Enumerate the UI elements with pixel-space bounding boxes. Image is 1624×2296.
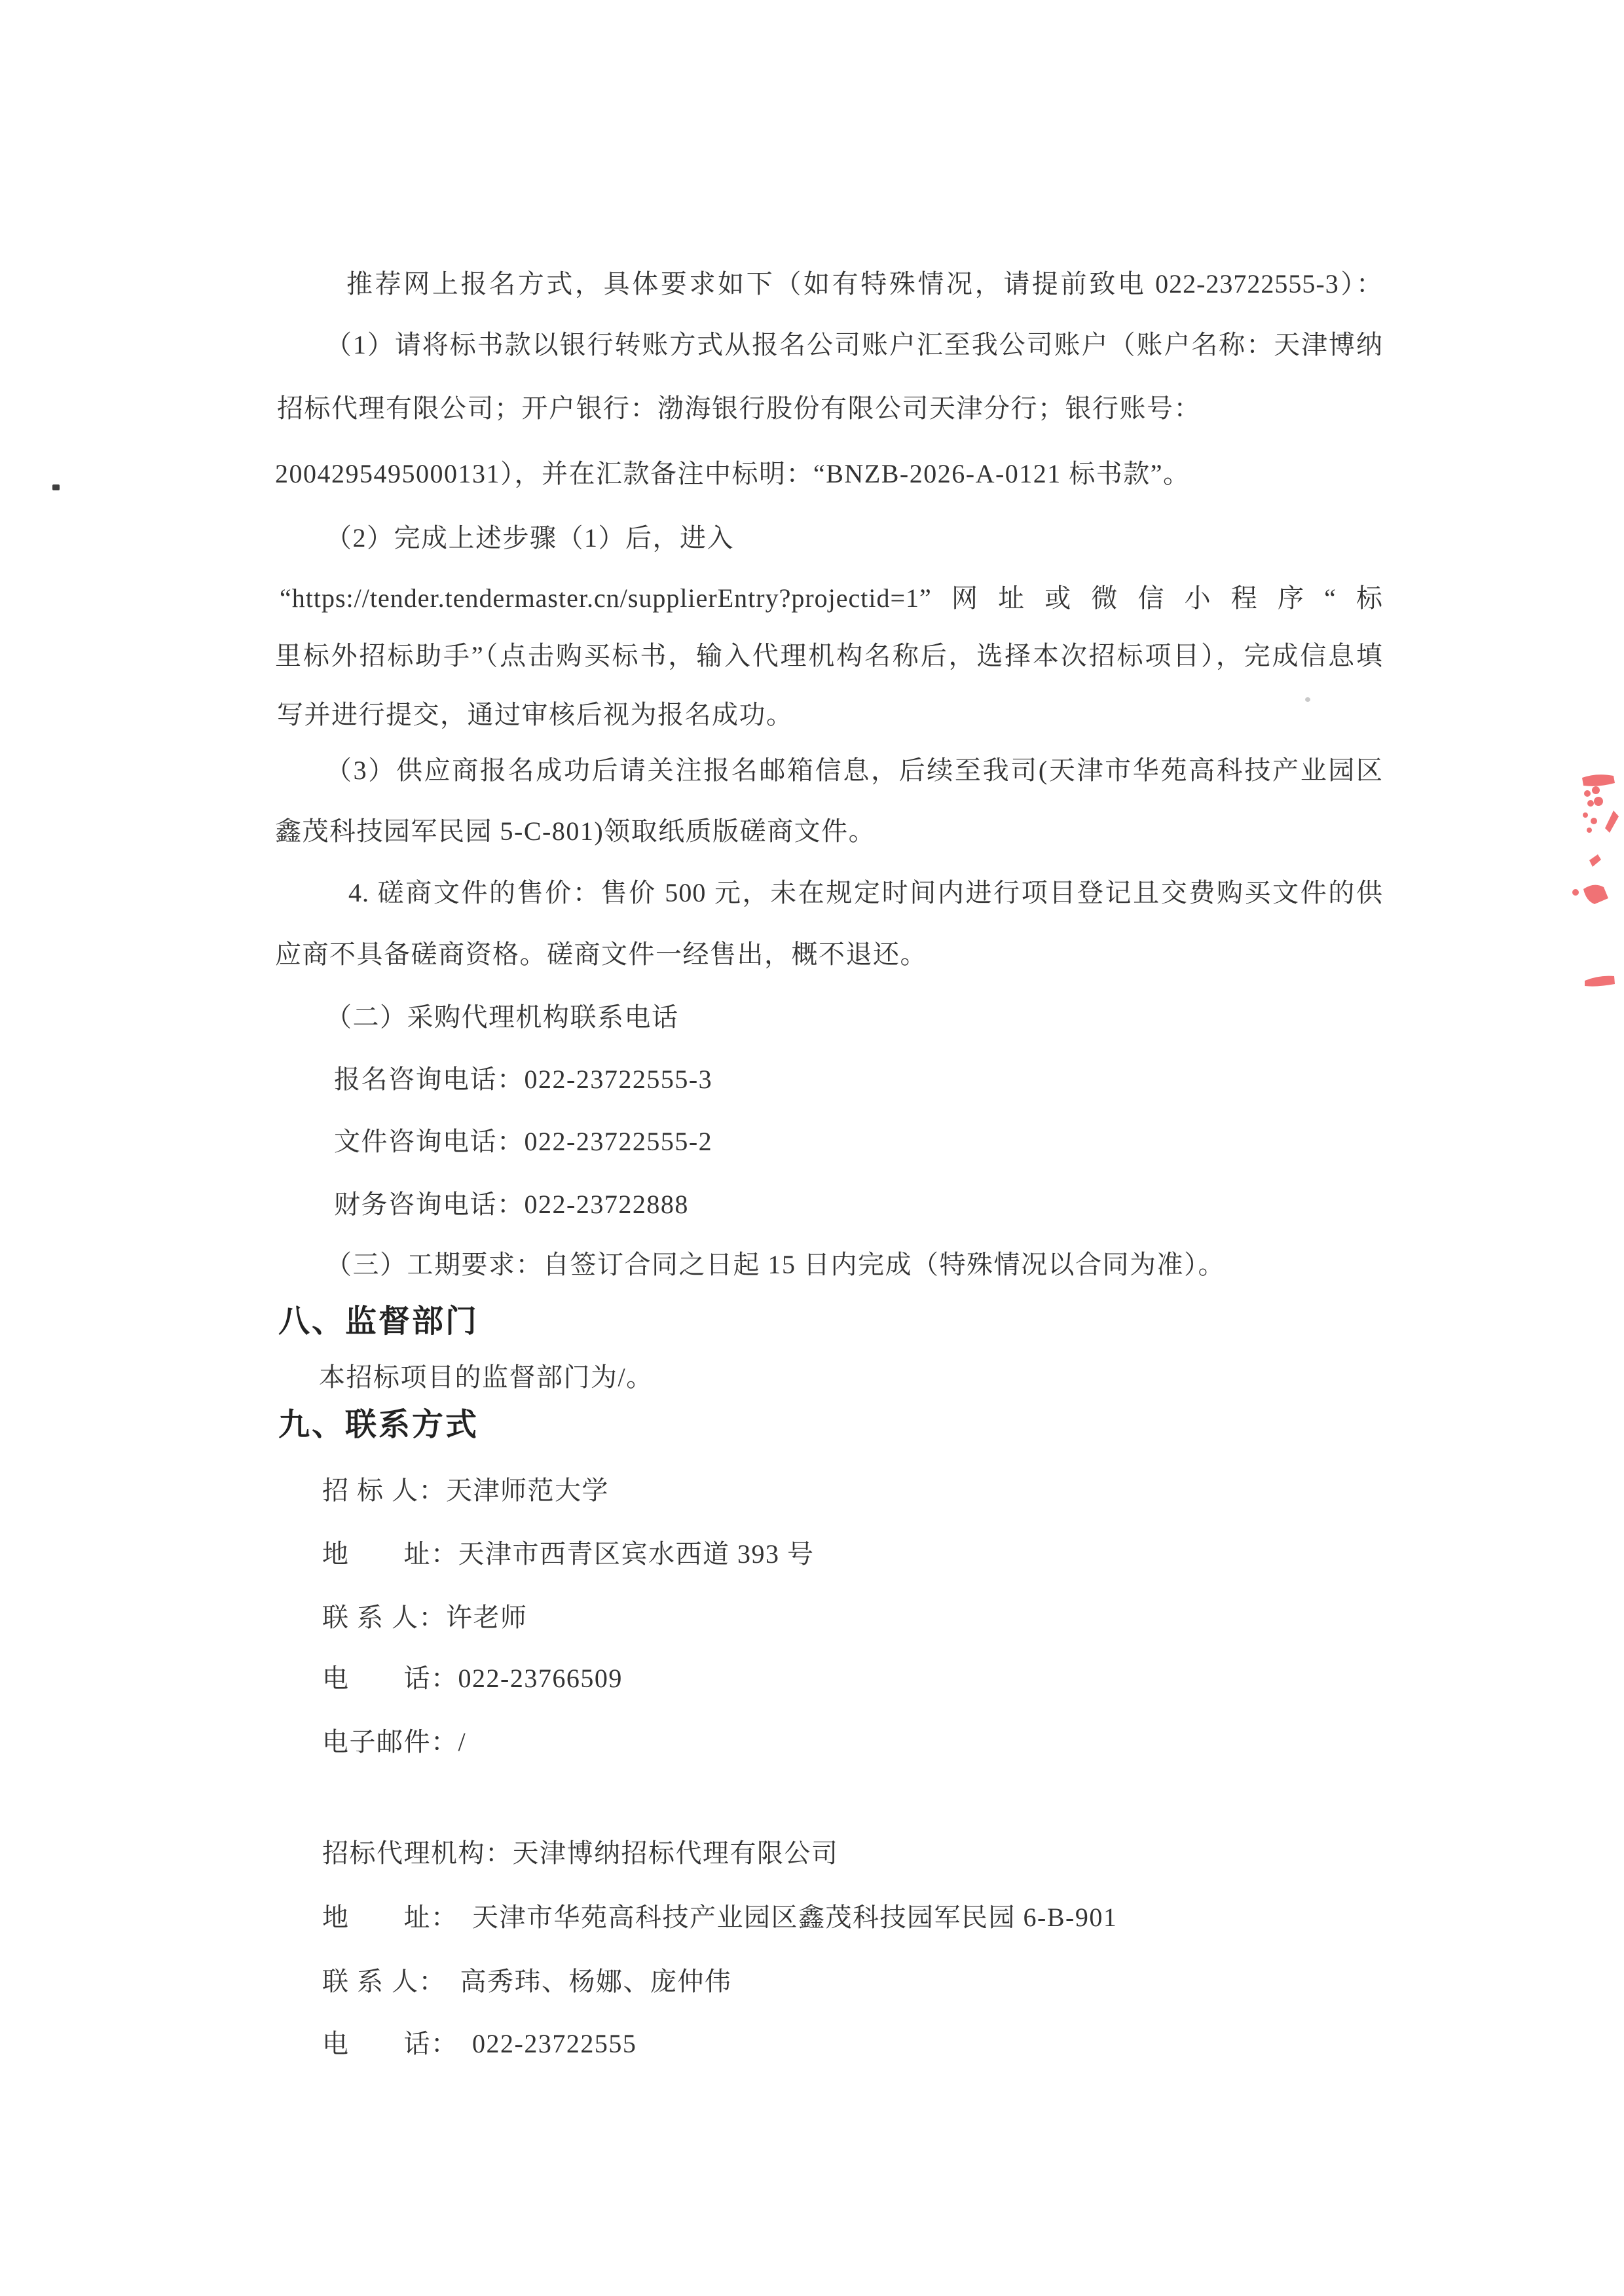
agency-contacts: 联 系 人： 高秀玮、杨娜、庞仲伟 [322,1967,732,1996]
agency-phone: 电 话： 022-23722555 [322,2029,637,2058]
tenderer-address: 地 址：天津市西青区宾水西道 393 号 [322,1539,815,1569]
para-step3-line1: （3）供应商报名成功后请关注报名邮箱信息，后续至我司(天津市华苑高科技产业园区 [325,756,1383,785]
agency-address: 地 址： 天津市华苑高科技产业园区鑫茂科技园军民园 6-B-901 [322,1903,1118,1932]
para-price-line1: 4. 磋商文件的售价：售价 500 元，未在规定时间内进行项目登记且交费购买文件的供 [348,878,1383,907]
para-step2-line2: “https://tender.tendermaster.cn/supplierEntry?projectid=1”网址或微信小程序“标 [280,583,1383,613]
para-step1-line1: （1）请将标书款以银行转账方式从报名公司账户汇至我公司账户（账户名称：天津博纳 [325,330,1383,359]
phone-finance: 财务咨询电话：022-23722888 [334,1190,689,1219]
para-step1-line2: 招标代理有限公司；开户银行：渤海银行股份有限公司天津分行；银行账号： [277,393,1201,423]
heading-contact: 九、联系方式 [278,1408,479,1442]
para-step2-line1: （2）完成上述步骤（1）后，进入 [325,523,734,553]
para-price-line2: 应商不具备磋商资格。磋商文件一经售出，概不退还。 [275,939,927,969]
para-step2-line4: 写并进行提交，通过审核后视为报名成功。 [277,700,794,729]
heading-supervision: 八、监督部门 [278,1304,479,1339]
para-agency-phones-title: （二）采购代理机构联系电话 [325,1002,679,1032]
para-step2-line3: 里标外招标助手”（点击购买标书，输入代理机构名称后，选择本次招标项目），完成信息填 [275,641,1383,670]
para-duration: （三）工期要求：自签订合同之日起 15 日内完成（特殊情况以合同为准）。 [325,1250,1225,1279]
phone-signup: 报名咨询电话：022-23722555-3 [334,1065,713,1094]
tenderer-email: 电子邮件：/ [322,1727,467,1757]
tenderer-contact: 联 系 人：许老师 [322,1603,528,1632]
agency-name: 招标代理机构：天津博纳招标代理有限公司 [322,1838,839,1868]
scan-speck-light [1305,697,1310,702]
tenderer-phone: 电 话：022-23766509 [322,1664,623,1693]
para-supervision-body: 本招标项目的监督部门为/。 [319,1362,654,1392]
scan-speck-dark [52,484,60,490]
phone-document: 文件咨询电话：022-23722555-2 [334,1127,713,1156]
tenderer-name: 招 标 人：天津师范大学 [322,1476,609,1505]
para-step3-line2: 鑫茂科技园军民园 5-C-801)领取纸质版磋商文件。 [275,816,876,846]
para-step1-line3: 2004295495000131），并在汇款备注中标明：“BNZB-2026-A-0121 标书款”。 [275,459,1190,488]
para-recommend-online: 推荐网上报名方式，具体要求如下（如有特殊情况，请提前致电 022-23722555-3）： [346,269,1383,299]
